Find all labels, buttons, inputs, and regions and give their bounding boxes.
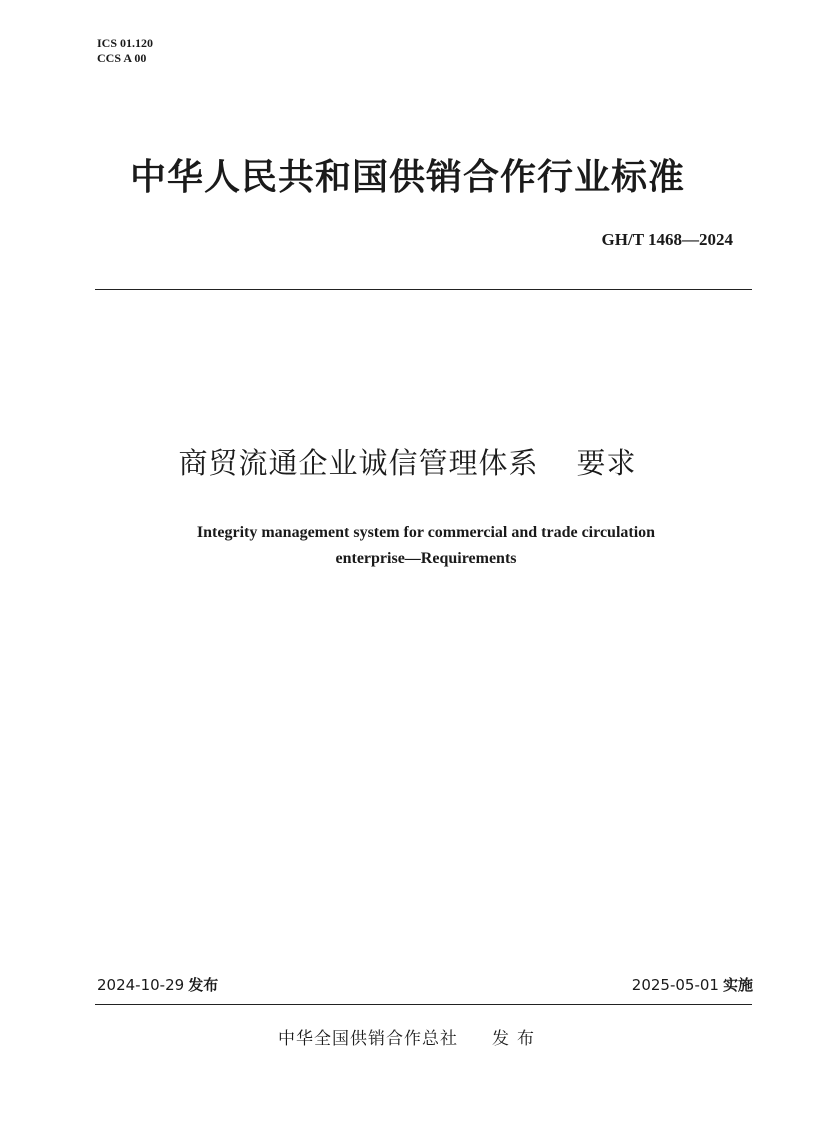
chinese-title-sub: 要求	[576, 446, 637, 480]
issue-date-block	[97, 973, 218, 997]
implementation-label: 实施	[722, 976, 753, 994]
header-divider	[95, 289, 752, 290]
publisher-line	[278, 1026, 542, 1052]
standard-number: GH/T 1468—2024	[601, 230, 733, 249]
publisher-name: 中华全国供销合作总社	[278, 1029, 458, 1049]
issue-date: 2024-10-29	[97, 976, 185, 994]
issue-label: 发布	[188, 976, 219, 994]
publisher-action: 发布	[492, 1029, 542, 1049]
chinese-title-main: 商贸流通企业诚信管理体系	[178, 446, 539, 480]
ics-code: ICS 01.120	[97, 36, 154, 50]
implementation-date-block	[632, 973, 753, 997]
english-title-line1: Integrity management system for commercial and trade circulation	[196, 524, 656, 541]
footer-divider	[95, 1004, 752, 1005]
english-title	[0, 520, 815, 572]
ccs-code: CCS A 00	[97, 51, 147, 65]
english-title-line2: enterprise—Requirements	[335, 550, 517, 567]
standard-category-title: 中华人民共和国供销合作行业标准	[129, 157, 685, 198]
implementation-date: 2025-05-01	[631, 976, 719, 994]
classification-codes	[97, 36, 153, 66]
chinese-title	[0, 441, 815, 485]
